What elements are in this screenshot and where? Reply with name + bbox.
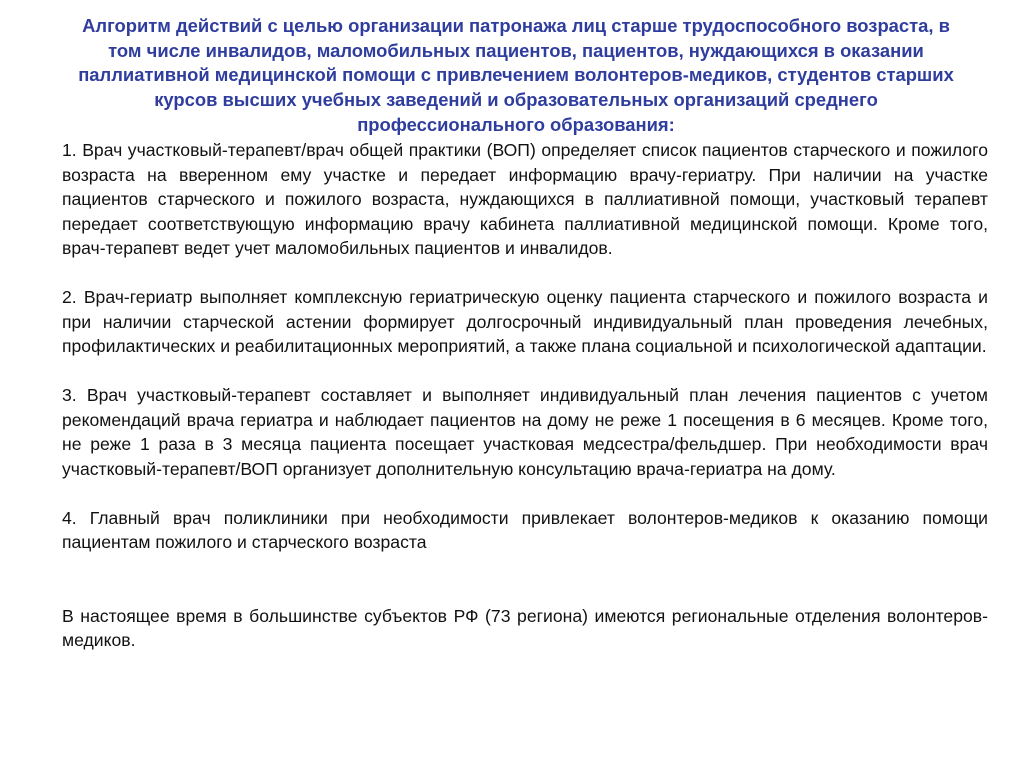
paragraph-step-3: 3. Врач участковый-терапевт составляет и выполняет индивидуальный план лечения пациентов с учетом рекомендаций врача гериатра и наблюдает пациентов на дому не реже 1 посещения в 6 месяцев. Кроме того, не реже 1 раза в 3 месяца пациента посещает участковая медсестра/фельдшер. При необходимости врач участковый-терапевт/ВОП организует дополнительную консультацию врача-гериатра на дому. bbox=[62, 385, 988, 479]
paragraph-step-2: 2. Врач-гериатр выполняет комплексную гериатрическую оценку пациента старческого и пожилого возраста и при наличии старческой астении формирует долгосрочный индивидуальный план проведения лечебных, профилактических и реабилитационных мероприятий, а также плана социальной и психологической адаптации. bbox=[62, 287, 988, 356]
slide-title: Алгоритм действий с целью организации патронажа лиц старше трудоспособного возраста, в том числе инвалидов, маломобильных пациентов, пациентов, нуждающихся в оказании паллиативной медицинской помощи с привлечением волонтеров-медиков, студентов старших курсов высших учебных заведений и образовательных организаций среднего профессионального образования: bbox=[78, 15, 954, 135]
slide-body bbox=[62, 138, 988, 653]
paragraph-step-4: 4. Главный врач поликлиники при необходимости привлекает волонтеров-медиков к оказанию помощи пациентам пожилого и старческого возраста bbox=[62, 507, 988, 552]
paragraph-step-1: 1. Врач участковый-терапевт/врач общей практики (ВОП) определяет список пациентов старческого и пожилого возраста на вверенном ему участке и передает информацию врачу-гериатру. При наличии на участке пациентов старческого и пожилого возраста, нуждающихся в паллиативной помощи, участковый терапевт передает соответствующую информацию врачу кабинета паллиативной медицинской помощи. Кроме того, врач-терапевт ведет учет маломобильных пациентов и инвалидов. bbox=[62, 140, 988, 258]
paragraph-conclusion: В настоящее время в большинстве субъектов РФ (73 региона) имеются региональные отделения волонтеров-медиков. bbox=[62, 605, 988, 650]
